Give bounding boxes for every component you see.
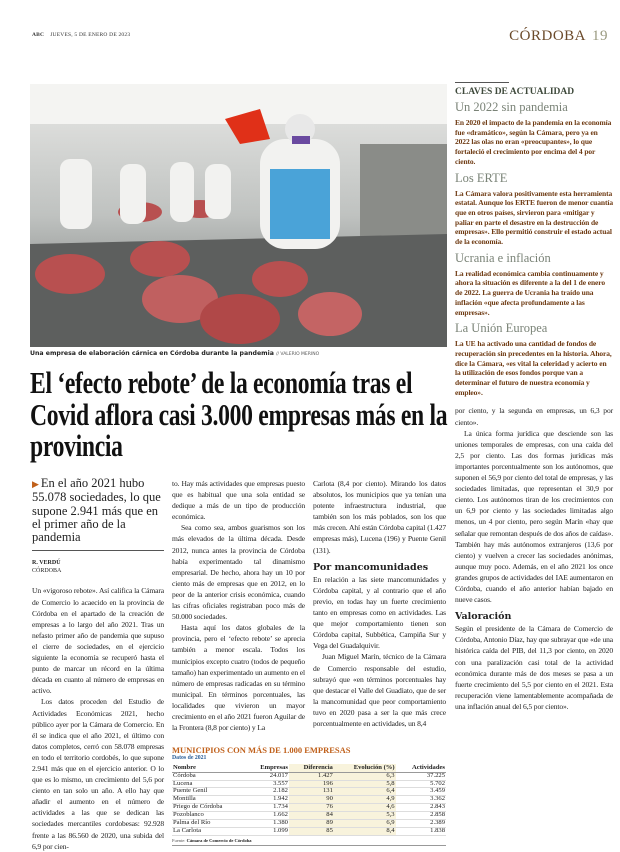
table-cell: 2.389: [396, 820, 446, 828]
table-cell: La Carlota: [172, 828, 246, 836]
table-row: [172, 828, 446, 836]
page-header-left: [32, 32, 130, 38]
table-cell: 89: [289, 820, 334, 828]
table-cell: 5,3: [334, 812, 396, 820]
table-row: [172, 772, 446, 780]
table-cell: 196: [289, 780, 334, 788]
column-header: Empresas: [246, 764, 289, 772]
table-cell: Palma del Río: [172, 820, 246, 828]
table-cell: 90: [289, 796, 334, 804]
sidebar-claves: [455, 82, 613, 397]
column-header: Actividades: [396, 764, 446, 772]
table-source: [172, 836, 446, 846]
right-column: [455, 82, 613, 712]
table-cell: 1.662: [246, 812, 289, 820]
article-photo: [30, 84, 447, 347]
sidebar-text: En 2020 el impacto de la pandemia en la economía fue «dramático», según la Cámara, pero ya en 2022 las olas no eran «preocupantes», lo que fortaleció el crecimiento por encima del 4 por ciento.: [455, 118, 612, 166]
sidebar-heading: Los ERTE: [455, 170, 508, 185]
column-header: Evolución (%): [334, 764, 396, 772]
table-cell: 2.182: [246, 788, 289, 796]
divider: [455, 82, 509, 83]
table-cell: 1.380: [246, 820, 289, 828]
table-cell: 3.459: [396, 788, 446, 796]
table-cell: 2.843: [396, 804, 446, 812]
table-cell: 1.942: [246, 796, 289, 804]
table-cell: Lucena: [172, 780, 246, 788]
table-cell: 24.017: [246, 772, 289, 780]
caption-text: Una empresa de elaboración cárnica en Córdoba durante la pandemia: [30, 350, 274, 357]
middle-columns: [172, 478, 446, 846]
table-cell: 3.362: [396, 796, 446, 804]
table-body: [172, 772, 446, 835]
source-name: Cámara de Comercio de Córdoba: [186, 837, 252, 843]
table-cell: 1.734: [246, 804, 289, 812]
table-cell: 5.702: [396, 780, 446, 788]
table-cell: Montilla: [172, 796, 246, 804]
table-row: [172, 804, 446, 812]
photo-caption: [30, 350, 319, 357]
table-cell: Priego de Córdoba: [172, 804, 246, 812]
sidebar-heading: Un 2022 sin pandemia: [455, 100, 568, 114]
paragraph: En relación a las siete mancomunidades y Córdoba capital, y al contrario que el año previo, en todas hay un fuerte crecimiento tanto en empresas como en actividades. Las que mejor comportamiento tienen son Córdoba capital, Subbética, Campiña Sur y Vega del Guadalquivir.: [313, 574, 446, 651]
paragraph: La única forma jurídica que desciende son las uniones temporales de empresas, con una caída del 2,5 por ciento. Las dos formas jurídicas más importantes porcentualmente son los autónomos, que suponen el 56,9 por ciento del total de empresas, y las sociedades limitadas, que representan el 30,9 por ciento. Los autónomos tiran de los crecimientos con un 6,9 por ciento y las sociedades limitadas algo menos, un 4 por ciento, pero según Marín «hay que señalar que remontan después de dos años de caídas». También hay más autónomos extranjeros (13,6 por ciento) y vuelven a crecer las sociedades anónimas, aunque muy poco. Además, en el año 2021 los once grandes grupos de actividades del IAE aumentaron en Córdoba, cuando el año anterior habían bajado en nueve casos.: [455, 428, 613, 605]
source-label: Fuente:: [172, 837, 186, 843]
paragraph: Según el presidente de la Cámara de Comercio de Córdoba, Antonio Díaz, hay que subrayar que «de una histórica caída del PIB, del 11,3 por ciento, en 2020 con una paralización casi total de la actividad económica durante más de dos meses se pasa a un fuerte crecimiento del 5,5 por ciento en el 2021. Esta recuperación viene lamentablemente acompañada de una inflación anual del 6,5 por ciento».: [455, 624, 613, 711]
table-cell: 131: [289, 788, 334, 796]
sidebar-text: La realidad económica cambia continuamente y ahora la situación es diferente a la del 1 de enero de 2022. La guerra de Ucrania ha traído una inflación «que afecta profundamente a las empresas».: [455, 268, 606, 317]
byline: [32, 550, 164, 575]
paragraph: Los datos proceden del Estudio de Actividades Económicas 2021, hecho público ayer por la Cámara de Comercio. En él se indica que el año 2021, el último con datos completos, cerró con 58.078 empresas en todo el territorio cordobés, lo que supone 2.941 más que en el ejercicio anterior. O lo que es lo mismo, un crecimiento del 5,6 por ciento en tan solo un año. A ello hay que añadir el aumento en el número de actividades a las que se dedican las sociedades mercantiles cordobesas: 92.928 frente a las 86.560 de 2020, una subida del 6,9 por cien-: [32, 697, 164, 851]
column-header: Diferencia: [289, 764, 334, 772]
table-subtitle: Datos de 2021: [172, 755, 207, 762]
body-column-4: [455, 405, 613, 712]
column-header: Nombre: [172, 764, 246, 772]
table-cell: 8,4: [334, 828, 396, 836]
table-row: [172, 820, 446, 828]
table-cell: 1.838: [396, 828, 446, 836]
table-cell: 6,4: [334, 788, 396, 796]
paragraph: Juan Miguel Marín, técnico de la Cámara de Comercio responsable del estudio, subrayó que «en términos porcentuales hay que destacar el Valle del Guadiato, que de ser la mancomunidad que peor comportamiento tuvo en 2020 pasa a ser la que más crece porcentualmente en actividades, un 8,4: [313, 652, 446, 728]
table-title: MUNICIPIOS CON MÁS DE 1.000 EMPRESAS: [172, 745, 351, 756]
brand: ABC: [32, 32, 45, 38]
table-cell: 6,9: [334, 820, 396, 828]
table-cell: 3.557: [246, 780, 289, 788]
body-column-2: [172, 478, 305, 733]
sidebar-text: La Cámara valora positivamente esta herramienta estatal. Aunque los ERTE fueron de menor cuantía que en otros países, sirvieron para «mitigar y paliar en parte el desastre en la destrucción de empresas». Ello permitió construir el estado actual de la economía.: [455, 188, 614, 247]
section-heading: Por mancomunidades: [313, 561, 429, 573]
triangle-bullet-icon: ▶: [32, 479, 39, 489]
table-cell: 76: [289, 804, 334, 812]
page-number: 19: [592, 28, 608, 44]
sidebar-text: La UE ha activado una cantidad de fondos de recuperación sin precedentes en la historia. Ahora, dice la Cámara, «es vital la celeridad y acierto en la utilización de esos fondos porque van a determinar el futuro de nuestra economía y empleo».: [455, 339, 612, 397]
sidebar-title: CLAVES DE ACTUALIDAD: [455, 87, 575, 97]
table-cell: 4,9: [334, 796, 396, 804]
table-cell: 37.225: [396, 772, 446, 780]
table-cell: 84: [289, 812, 334, 820]
table-cell: 85: [289, 828, 334, 836]
paragraph: to. Hay más actividades que empresas puesto que es habitual que una sola entidad se dedique a más de un tipo de producción económica.: [172, 479, 305, 522]
subheadline: [32, 477, 164, 544]
paragraph: Carlota (8,4 por ciento). Mirando los datos absolutos, los municipios que ya tenían una potente infraestructura industrial, que también son los más poblados, son los que más crecen. Ahí están Córdoba capital (1.427 empresas más), Lucena (196) y Puente Genil (131).: [313, 479, 446, 555]
section-header: [509, 28, 608, 45]
deck-text: En el año 2021 hubo 55.078 sociedades, lo que supone 2.941 más que en el primer año de la pandemia: [32, 476, 161, 545]
sidebar-heading: La Unión Europea: [455, 321, 548, 336]
author: R. VERDÚ: [32, 560, 61, 567]
paragraph: Hasta aquí los datos globales de la provincia, pero el ‘efecto rebote’ se aprecia también a menor escala. Todos los municipios excepto cuatro (todos de pequeño tamaño) han experimentado un aumento en el número de empresas radicadas en su término municipal. En términos porcentuales, las localidades que vivieron un mayor crecimiento en el año 2021 fueron Aguilar de la Frontera (8,8 por ciento) y La: [172, 623, 305, 733]
table-cell: Pozoblanco: [172, 812, 246, 820]
headline: El ‘efecto rebote’ de la economía tras el Covid aflora casi 3.000 empresas más en la provincia: [30, 366, 448, 463]
dateline: CÓRDOBA: [32, 568, 62, 575]
table-cell: Córdoba: [172, 772, 246, 780]
table-row: [172, 788, 446, 796]
section-name: CÓRDOBA: [509, 28, 586, 44]
table-cell: 1.099: [246, 828, 289, 836]
body-column-3: [313, 478, 446, 733]
municipalities-table: [172, 745, 446, 846]
date: JUEVES, 5 DE ENERO DE 2023: [50, 32, 131, 38]
table-row: [172, 812, 446, 820]
table-cell: 1.427: [289, 772, 334, 780]
paragraph: por ciento, y la segunda en empresas, un 6,3 por ciento».: [455, 406, 613, 427]
table-cell: 4,6: [334, 804, 396, 812]
table-row: [172, 780, 446, 788]
paragraph: Un «vigoroso rebote». Así califica la Cámara de Comercio lo acaecido en la provincia de Córdoba en el apartado de la creación de empresas a lo largo del año 2021. Tras un nefasto primer año de pandemia que supuso el cierre de sociedades, en el ejercicio siguiente la economía se recuperó hasta el punto de marcar un récord en la última década en cuanto al número de empresas en activo.: [32, 586, 164, 696]
sidebar-heading: Ucrania e inflación: [455, 250, 551, 265]
body-column-1: [32, 585, 164, 851]
table-cell: 2.858: [396, 812, 446, 820]
table-cell: 6,3: [334, 772, 396, 780]
table-cell: Puente Genil: [172, 788, 246, 796]
left-column: [32, 477, 164, 852]
table-header-row: [172, 764, 446, 772]
photo-credit: // VALERIO MERINO: [275, 352, 320, 357]
middle-columns-row: [172, 478, 446, 733]
paragraph: Sea como sea, ambos guarismos son los más elevados de la última década. Desde 2012, nunca antes la provincia de Córdoba había experimentado tal dinamismo empresarial. De hecho, ahora hay un 10 por ciento más de empresas que en 2012, en lo peor de la anterior crisis económica, cuando las cifras oficiales registraban poco más de 50.000 sociedades.: [172, 523, 305, 622]
section-heading: Valoración: [455, 611, 512, 623]
table-cell: 5,8: [334, 780, 396, 788]
